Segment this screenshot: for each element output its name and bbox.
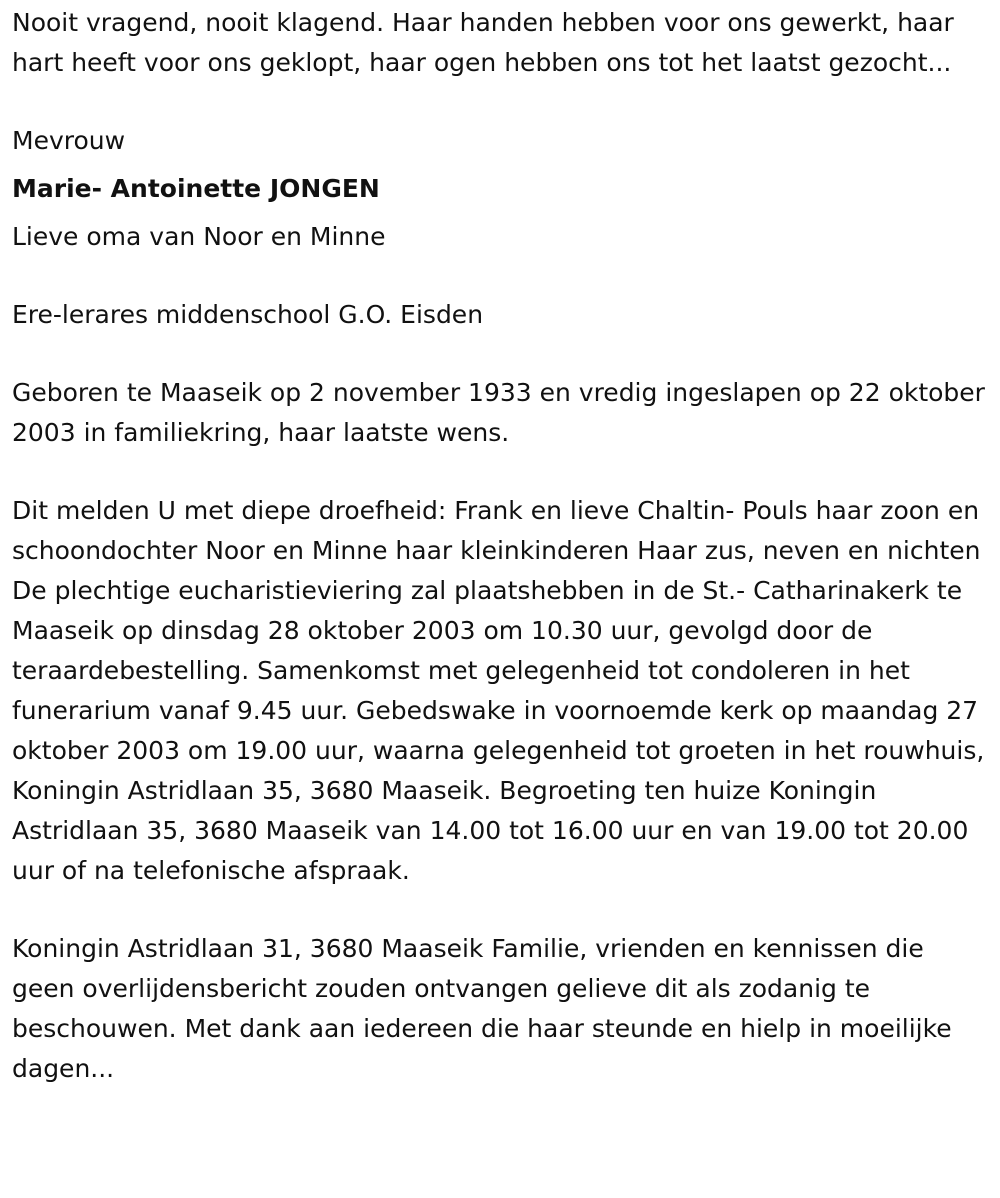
birth-death-text: Geboren te Maaseik op 2 november 1933 en vredig ingeslapen op 22 oktober 2003 in familiekring, haar laatste wens.	[12, 378, 985, 447]
spacer	[12, 161, 988, 169]
spacer	[12, 453, 988, 491]
intro-text: Nooit vragend, nooit klagend. Haar handen hebben voor ons gewerkt, haar hart heeft voor ons geklopt, haar ogen hebben ons tot het laatst gezocht...	[12, 8, 954, 77]
closing-text: Koningin Astridlaan 31, 3680 Maaseik Familie, vrienden en kennissen die geen overlijdensbericht zouden ontvangen gelieve dit als zodanig te beschouwen. Met dank aan iedereen die haar steunde en hielp in moeilijke dagen...	[12, 934, 952, 1083]
deceased-name: Marie- Antoinette JONGEN	[12, 174, 380, 203]
spacer	[12, 891, 988, 929]
spacer	[12, 209, 988, 217]
spacer	[12, 83, 988, 121]
subtitle: Lieve oma van Noor en Minne	[12, 222, 386, 251]
announcement-text: Dit melden U met diepe droefheid: Frank en lieve Chaltin- Pouls haar zoon en schoondochter Noor en Minne haar kleinkinderen Haar zus, neven en nichten De plechtige eucharistieviering zal plaatshebben in de St.- Catharinakerk te Maaseik op dinsdag 28 oktober 2003 om 10.30 uur, gevolgd door de teraardebestelling. Samenkomst met gelegenheid tot condoleren in het funerarium vanaf 9.45 uur. Gebedswake in voornoemde kerk op maandag 27 oktober 2003 om 19.00 uur, waarna gelegenheid tot groeten in het rouwhuis, Koningin Astridlaan 35, 3680 Maaseik. Begroeting ten huize Koningin Astridlaan 35, 3680 Maaseik van 14.00 tot 16.00 uur en van 19.00 tot 20.00 uur of na telefonische afspraak.	[12, 496, 985, 885]
spacer	[12, 257, 988, 295]
occupation: Ere-lerares middenschool G.O. Eisden	[12, 300, 484, 329]
salutation: Mevrouw	[12, 126, 126, 155]
spacer	[12, 335, 988, 373]
